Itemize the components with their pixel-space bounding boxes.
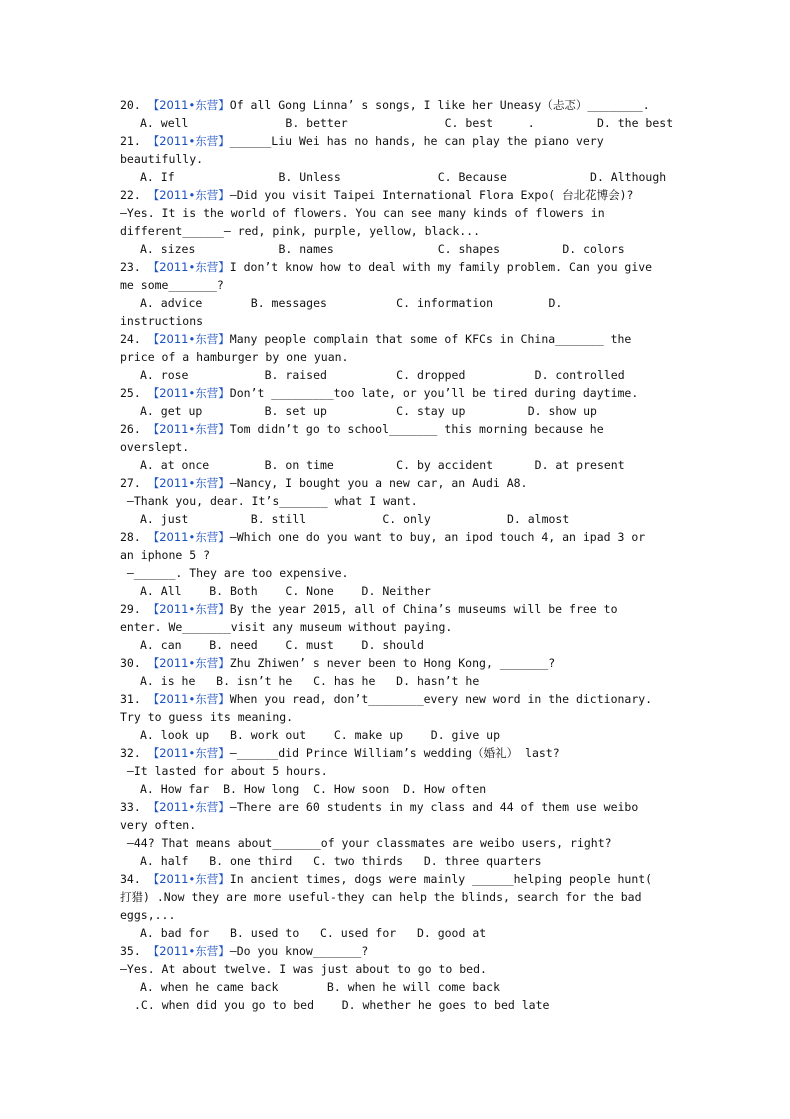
answer-options: A. half B. one third C. two thirds D. three quarters <box>140 854 542 868</box>
question-text: ______Liu Wei has no hands, he can play the piano very <box>229 134 604 148</box>
question-item <box>120 474 676 528</box>
question-text: an iphone 5 ? <box>120 548 211 562</box>
question-number: 22. <box>120 188 148 202</box>
question-text-line <box>120 384 676 402</box>
question-number: 20. <box>120 98 148 112</box>
question-text-line <box>120 618 676 636</box>
question-number: 23. <box>120 260 148 274</box>
question-text: me some_______? <box>120 278 224 292</box>
question-text: —Thank you, dear. It’s_______ what I want. <box>120 494 418 508</box>
question-number: 26. <box>120 422 148 436</box>
question-text: —Yes. At about twelve. I was just about to go to bed. <box>120 962 487 976</box>
source-tag: 【2011•东营】 <box>147 188 230 202</box>
answer-options: A. advice B. messages C. information D. <box>140 296 563 310</box>
question-item <box>120 798 676 870</box>
question-text-line <box>120 276 676 294</box>
answer-options: A. rose B. raised C. dropped D. controlled <box>140 368 625 382</box>
source-tag: 【2011•东营】 <box>147 98 230 112</box>
answer-options: A. How far B. How long C. How soon D. How often <box>140 782 487 796</box>
question-text: Zhu Zhiwen’ s never been to Hong Kong, _______? <box>229 656 556 670</box>
source-tag: 【2011•东营】 <box>147 260 230 274</box>
question-text: —44? That means about_______of your classmates are weibo users, right? <box>120 836 612 850</box>
question-text: —Which one do you want to buy, an ipod touch 4, an ipad 3 or <box>229 530 646 544</box>
source-tag: 【2011•东营】 <box>147 746 230 760</box>
question-item <box>120 132 676 186</box>
question-item <box>120 690 676 744</box>
question-item <box>120 330 676 384</box>
question-text-line <box>120 528 676 546</box>
question-text: 打猎) .Now they are more useful-they can help the blinds, search for the bad <box>120 890 642 904</box>
question-text: In ancient times, dogs were mainly ______helping people hunt( <box>229 872 653 886</box>
question-number: 32. <box>120 746 148 760</box>
question-number: 24. <box>120 332 148 346</box>
question-text-line <box>120 816 676 834</box>
question-text: eggs,... <box>120 908 176 922</box>
answer-options: A. bad for B. used to C. used for D. good at <box>140 926 487 940</box>
question-text: price of a hamburger by one yuan. <box>120 350 349 364</box>
question-text: Of all Gong Linna’ s songs, I like her Uneasy（忐忑）________. <box>229 98 650 112</box>
question-item <box>120 654 676 690</box>
question-text: —Did you visit Taipei International Flora Expo( 台北花博会)? <box>229 188 634 202</box>
source-tag: 【2011•东营】 <box>147 800 230 814</box>
question-text-line <box>120 708 676 726</box>
source-tag: 【2011•东营】 <box>147 476 230 490</box>
source-tag: 【2011•东营】 <box>147 530 230 544</box>
question-text-line <box>120 186 676 204</box>
question-text: very often. <box>120 818 197 832</box>
question-item <box>120 258 676 330</box>
question-text-line <box>120 348 676 366</box>
source-tag: 【2011•东营】 <box>147 872 230 886</box>
question-text: Many people complain that some of KFCs in China_______ the <box>229 332 632 346</box>
question-text-line <box>120 906 676 924</box>
answer-options: A. get up B. set up C. stay up D. show up <box>140 404 597 418</box>
question-text: Tom didn’t go to school_______ this morning because he <box>229 422 604 436</box>
question-text: —There are 60 students in my class and 44 of them use weibo <box>229 800 639 814</box>
question-text-line <box>120 870 676 888</box>
question-number: 27. <box>120 476 148 490</box>
source-tag: 【2011•东营】 <box>147 332 230 346</box>
answer-options: A. is he B. isn’t he C. has he D. hasn’t he <box>140 674 480 688</box>
question-text: By the year 2015, all of China’s museums will be free to <box>229 602 618 616</box>
question-text: enter. We_______visit any museum without paying. <box>120 620 453 634</box>
question-text-line <box>120 762 676 780</box>
question-text: —______. They are too expensive. <box>120 566 349 580</box>
answer-options: A. can B. need C. must D. should <box>140 638 424 652</box>
answer-options: A. at once B. on time C. by accident D. at present <box>140 458 625 472</box>
question-number: 21. <box>120 134 148 148</box>
question-text: —Do you know_______? <box>229 944 369 958</box>
question-text-line <box>120 546 676 564</box>
question-text-line <box>120 744 676 762</box>
answer-options: A. just B. still C. only D. almost <box>140 512 570 526</box>
question-text: different______— red, pink, purple, yellow, black... <box>120 224 481 238</box>
question-text-line <box>120 150 676 168</box>
question-item <box>120 744 676 798</box>
option-continuation: instructions <box>120 314 204 328</box>
source-tag: 【2011•东营】 <box>147 386 230 400</box>
question-text-line <box>120 834 676 852</box>
question-text: Try to guess its meaning. <box>120 710 294 724</box>
question-text-line <box>120 204 676 222</box>
source-tag: 【2011•东营】 <box>147 602 230 616</box>
question-number: 35. <box>120 944 148 958</box>
question-number: 33. <box>120 800 148 814</box>
question-text-line <box>120 690 676 708</box>
question-text-line <box>120 258 676 276</box>
question-text-line <box>120 654 676 672</box>
source-tag: 【2011•东营】 <box>147 656 230 670</box>
question-text-line <box>120 330 676 348</box>
question-text-line <box>120 492 676 510</box>
question-text: overslept. <box>120 440 190 454</box>
question-item <box>120 186 676 258</box>
question-text-line <box>120 798 676 816</box>
question-text: —Yes. It is the world of flowers. You can see many kinds of flowers in <box>120 206 605 220</box>
question-text: —______did Prince William’s wedding（婚礼） last? <box>229 746 560 760</box>
question-number: 30. <box>120 656 148 670</box>
source-tag: 【2011•东营】 <box>147 692 230 706</box>
source-tag: 【2011•东营】 <box>147 944 230 958</box>
answer-options: .C. when did you go to bed D. whether he goes to bed late <box>134 998 550 1012</box>
question-text-line <box>120 942 676 960</box>
question-item <box>120 870 676 942</box>
question-text-line <box>120 600 676 618</box>
question-number: 28. <box>120 530 148 544</box>
question-text: Don’t _________too late, or you’ll be tired during daytime. <box>229 386 639 400</box>
question-text-line <box>120 132 676 150</box>
question-item <box>120 420 676 474</box>
question-text-line <box>120 96 676 114</box>
source-tag: 【2011•东营】 <box>147 134 230 148</box>
question-text-line <box>120 420 676 438</box>
question-number: 29. <box>120 602 148 616</box>
answer-options: A. All B. Both C. None D. Neither <box>140 584 431 598</box>
question-text: beautifully. <box>120 152 204 166</box>
question-text-line <box>120 474 676 492</box>
question-number: 25. <box>120 386 148 400</box>
question-item <box>120 528 676 600</box>
question-item <box>120 96 676 132</box>
question-item <box>120 600 676 654</box>
question-text-line <box>120 888 676 906</box>
answer-options: A. well B. better C. best . D. the best <box>140 116 674 130</box>
question-text-line <box>120 564 676 582</box>
answer-options: A. sizes B. names C. shapes D. colors <box>140 242 625 256</box>
question-text: When you read, don’t________every new word in the dictionary. <box>229 692 653 706</box>
question-text-line <box>120 438 676 456</box>
question-text-line <box>120 222 676 240</box>
answer-options: A. when he came back B. when he will come back <box>140 980 501 994</box>
question-text: —Nancy, I bought you a new car, an Audi A8. <box>229 476 528 490</box>
answer-options: A. look up B. work out C. make up D. give up <box>140 728 501 742</box>
answer-options: A. If B. Unless C. Because D. Although <box>140 170 667 184</box>
question-text: I don’t know how to deal with my family problem. Can you give <box>229 260 653 274</box>
question-text-line <box>120 960 676 978</box>
question-number: 31. <box>120 692 148 706</box>
question-item <box>120 942 676 1014</box>
question-list <box>120 96 676 1014</box>
question-item <box>120 384 676 420</box>
source-tag: 【2011•东营】 <box>147 422 230 436</box>
question-number: 34. <box>120 872 148 886</box>
question-text: —It lasted for about 5 hours. <box>120 764 328 778</box>
